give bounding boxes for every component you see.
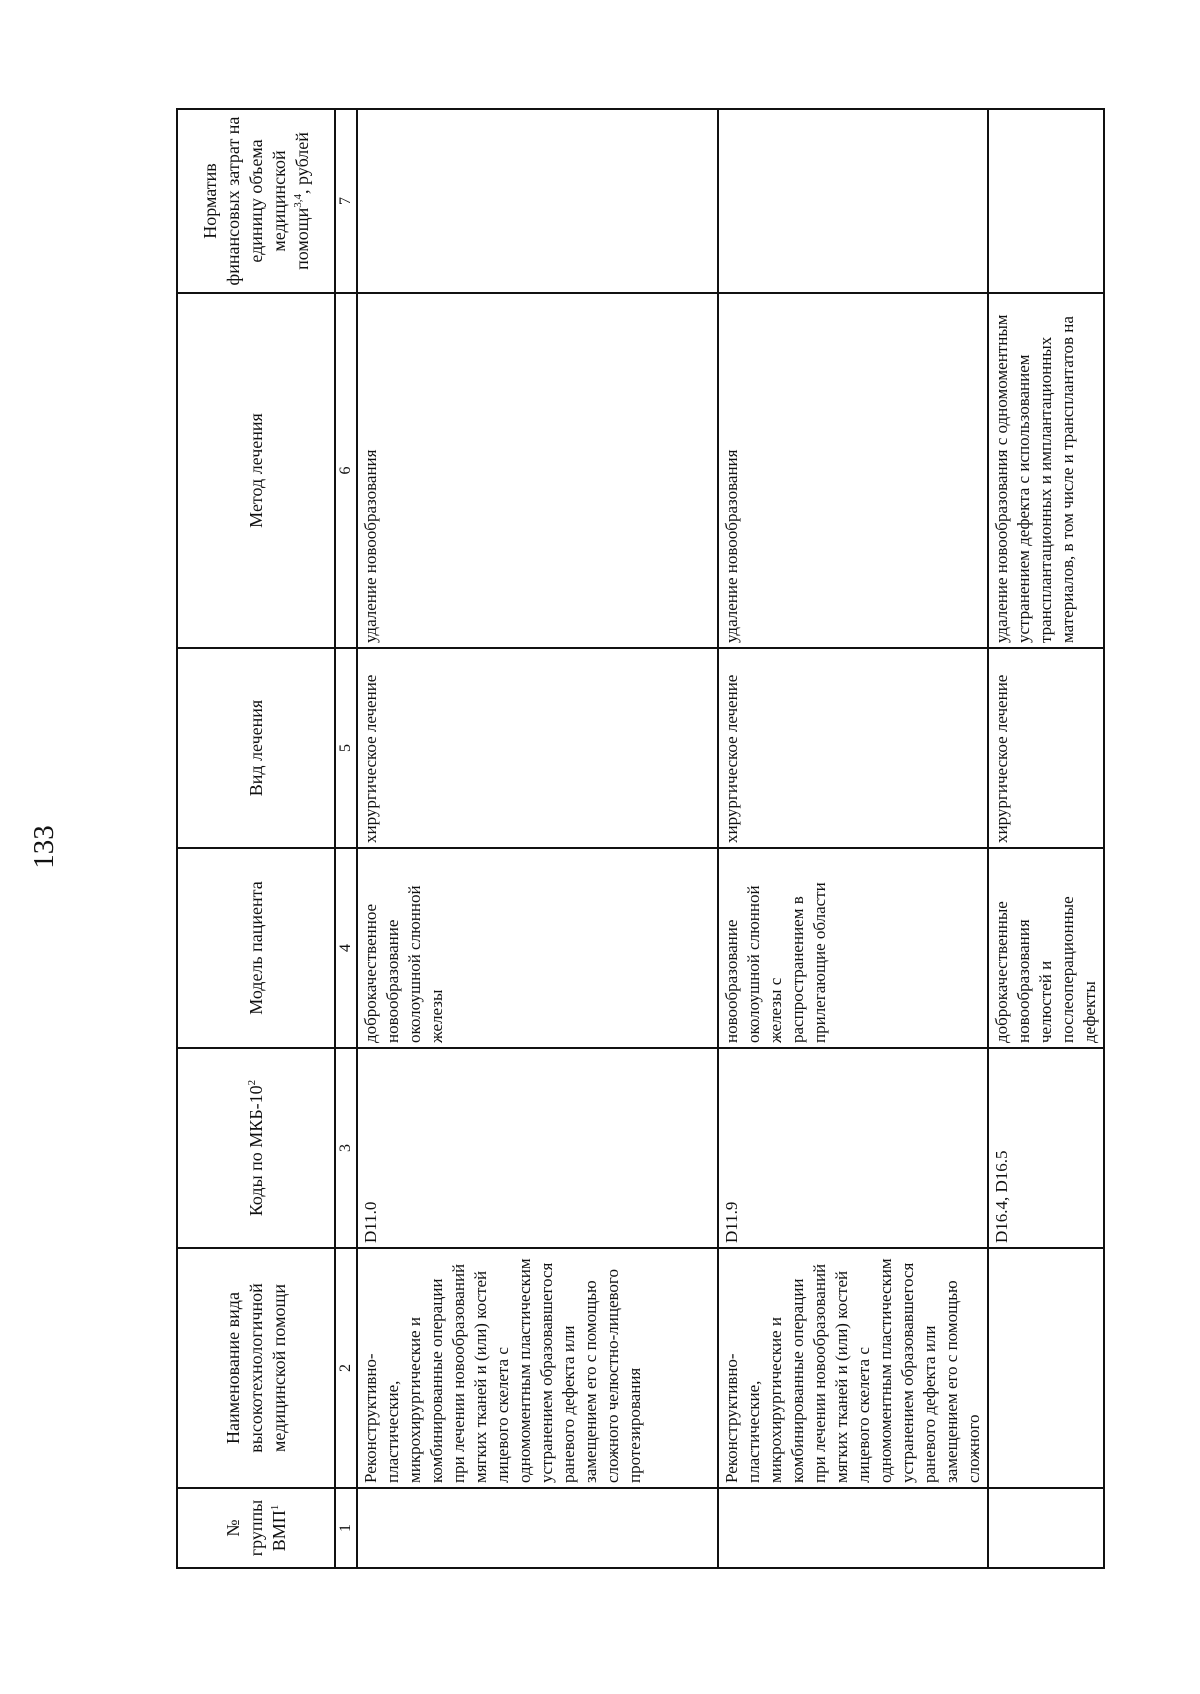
treatment-method-cell: удаление новообразования с одномоментным устранением дефекта с использованием трансплантационных и имплантационных материалов, в том числе и трансплантатов на [988,293,1104,648]
care-type-cell: Реконструктивно-пластические, микрохирургические и комбинированные операции при лечении новообразований мягких тканей и (или) костей лицевого скелета с одномоментным пластическим устранением образовавшегося раневого дефекта или замещением его с помощью сложного [718,1248,988,1488]
patient-model-cell: доброкачественные новообразования челюстей и послеоперационные дефекты [988,848,1104,1048]
icd-codes-cell: D16.4, D16.5 [988,1048,1104,1248]
header-row [177,109,335,1568]
column-number: 5 [335,648,357,848]
care-type-cell [988,1248,1104,1488]
header-icd-codes: Коды по МКБ-$10^2$ [177,1048,335,1248]
header-patient-model: Модель пациента [177,848,335,1048]
patient-model-cell: новообразование околоушной слюнной железы с распространением в прилегающие области [718,848,988,1048]
cost-cell [718,109,988,293]
column-number-row [335,109,357,1568]
column-number: 1 [335,1488,357,1568]
column-number: 6 [335,293,357,648]
vmp-table [176,108,1105,1569]
cost-cell [988,109,1104,293]
table-row [357,109,718,1568]
header-treatment-type: Вид лечения [177,648,335,848]
treatment-type-cell: хирургическое лечение [357,648,718,848]
treatment-method-cell: удаление новообразования [718,293,988,648]
group-number-cell [988,1488,1104,1568]
treatment-method-cell: удаление новообразования [357,293,718,648]
page-number: 133 [28,825,60,869]
column-number: 2 [335,1248,357,1488]
group-number-cell [718,1488,988,1568]
table-row [718,109,988,1568]
care-type-cell: Реконструктивно-пластические, микрохирургические и комбинированные операции при лечении новообразований мягких тканей и (или) костей лицевого скелета с одномоментным пластическим устранением образовавшегося раневого дефекта или замещением его с помощью сложного челюстно-лицевого протезирования [357,1248,718,1488]
column-number: 4 [335,848,357,1048]
group-number-cell [357,1488,718,1568]
icd-codes-cell: D11.9 [718,1048,988,1248]
treatment-type-cell: хирургическое лечение [718,648,988,848]
header-care-type: Наименование вида высокотехнологичной медицинской помощи [177,1248,335,1488]
icd-codes-cell: D11.0 [357,1048,718,1248]
header-group-number: № группы ВМП$^1$ [177,1488,335,1568]
table-row [988,109,1104,1568]
header-treatment-method: Метод лечения [177,293,335,648]
patient-model-cell: доброкачественное новообразование околоушной слюнной железы [357,848,718,1048]
column-number: 3 [335,1048,357,1248]
cost-cell [357,109,718,293]
treatment-type-cell: хирургическое лечение [988,648,1104,848]
column-number: 7 [335,109,357,293]
header-cost-standard: Норматив финансовых затрат на единицу объема медицинской помощи$^{3,4}$, рублей [177,109,335,293]
